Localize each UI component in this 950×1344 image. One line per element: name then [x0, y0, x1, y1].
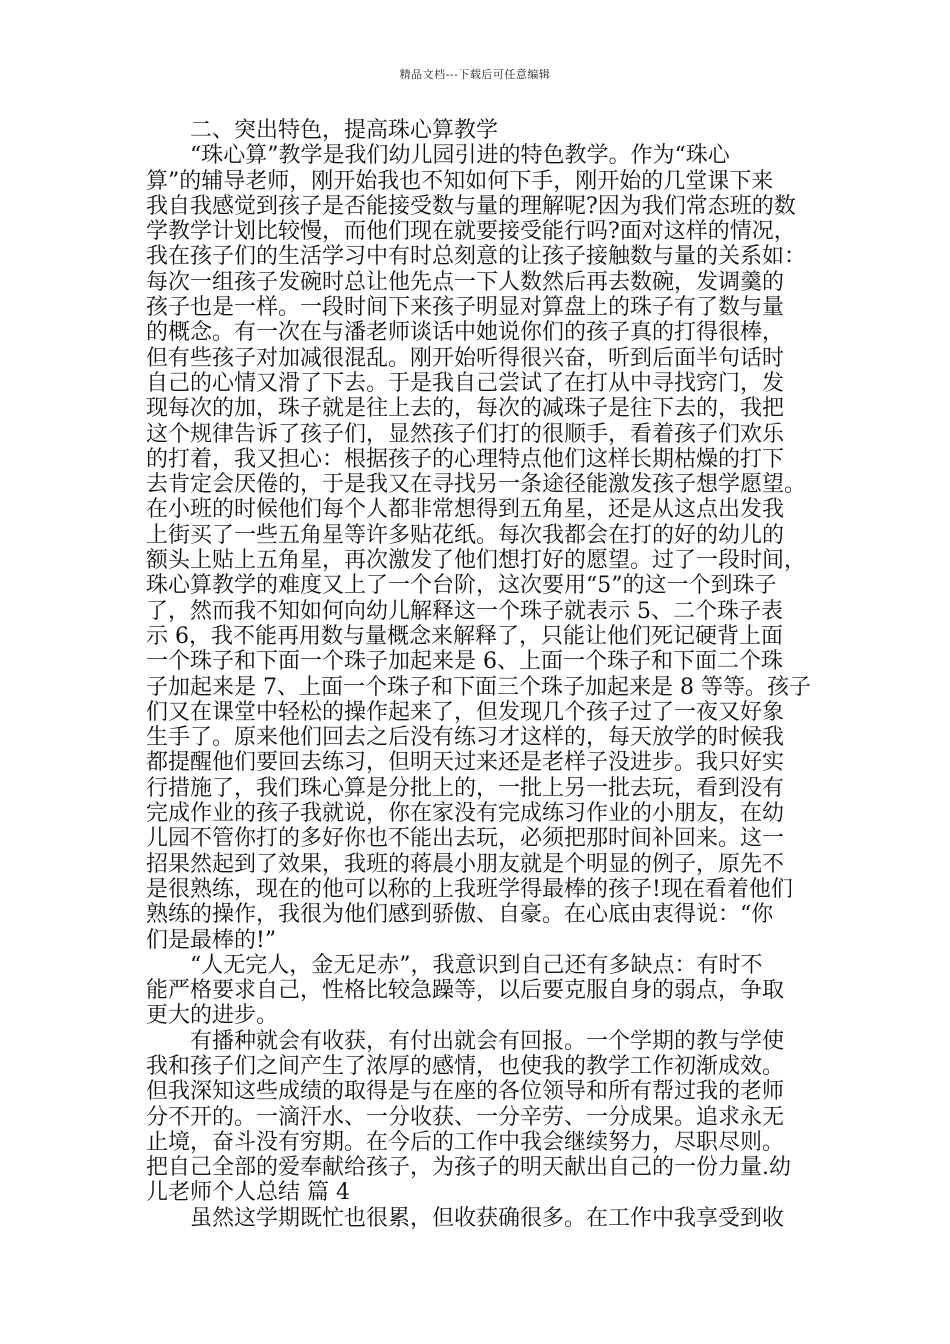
paragraph-line: “人无完人，金无足赤”，我意识到自己还有多缺点：有时不 [190, 952, 763, 978]
paragraph-line: 是很熟练，现在的他可以称的上我班学得最棒的孩子!现在看着他们 [146, 876, 793, 902]
document-body [146, 118, 822, 1231]
paragraph-line: 们是最棒的!” [146, 927, 277, 953]
paragraph-line: 招果然起到了效果，我班的蒋晨小朋友就是个明显的例子，原先不 [146, 851, 785, 877]
section-heading: 二、突出特色，提高珠心算教学 [190, 118, 499, 143]
paragraph-line: 更大的进步。 [146, 1003, 279, 1029]
paragraph-line: 这个规律告诉了孩子们，显然孩子们打的很顺手，看着孩子们欢乐 [146, 421, 785, 447]
paragraph-line: 一个珠子和下面一个珠子加起来是 6、上面一个珠子和下面二个珠 [146, 649, 783, 675]
page-header: 精品文档---下载后可任意编辑 [399, 68, 551, 81]
paragraph-line: 止境，奋斗没有穷期。在今后的工作中我会继续努力，尽职尽则。 [146, 1129, 785, 1155]
paragraph-line: 子加起来是 7、上面一个珠子和下面三个珠子加起来是 8 等等。孩子 [146, 674, 811, 700]
paragraph-line: 了，然而我不知如何向幼儿解释这一个珠子就表示 5、二个珠子表 [146, 598, 783, 624]
paragraph-line: 我自我感觉到孩子是否能接受数与量的理解呢?因为我们常态班的数 [146, 193, 796, 219]
paragraph-line: 儿园不管你打的多好你也不能出去玩，必须把那时间补回来。这一 [146, 826, 785, 852]
paragraph-line: 孩子也是一样。一段时间下来孩子明显对算盘上的珠子有了数与量 [146, 295, 785, 321]
paragraph-line: 每次一组孩子发碗时总让他先点一下人数然后再去数碗，发调羹的 [146, 269, 785, 295]
paragraph-line: 把自己全部的爱奉献给孩子，为孩子的明天献出自己的一份力量.幼 [146, 1155, 791, 1181]
paragraph-line: 上街买了一些五角星等许多贴花纸。每次我都会在打的好的幼儿的 [146, 522, 785, 548]
paragraph-line: 但有些孩子对加减很混乱。刚开始听得很兴奋，听到后面半句话时 [146, 345, 785, 371]
paragraph-line: 现每次的加，珠子就是往上去的，每次的减珠子是往下去的，我把 [146, 396, 785, 422]
paragraph-line: 虽然这学期既忙也很累，但收获确很多。在工作中我享受到收 [190, 1205, 785, 1231]
paragraph-line: 但我深知这些成绩的取得是与在座的各位领导和所有帮过我的老师 [146, 1079, 785, 1105]
paragraph-line: 完成作业的孩子我就说，你在家没有完成练习作业的小朋友，在幼 [146, 801, 785, 827]
paragraph-line: 都提醒他们要回去练习，但明天过来还是老样子没进步。我只好实 [146, 750, 785, 776]
paragraph-line: 我和孩子们之间产生了浓厚的感情，也使我的教学工作初渐成效。 [146, 1053, 785, 1079]
paragraph-line: 有播种就会有收获，有付出就会有回报。一个学期的教与学使 [190, 1028, 785, 1054]
paragraph-line: 生手了。原来他们回去之后没有练习才这样的，每天放学的时候我 [146, 725, 785, 751]
paragraph-line: 示 6，我不能再用数与量概念来解释了，只能让他们死记硬背上面 [146, 623, 783, 649]
paragraph-line: 能严格要求自己，性格比较急躁等，以后要克服自身的弱点，争取 [146, 978, 785, 1004]
paragraph-line: 算”的辅导老师，刚开始我也不知如何下手，刚开始的几堂课下来 [146, 168, 774, 194]
paragraph-line: 珠心算教学的难度又上了一个台阶，这次要用“5”的这一个到珠子 [146, 573, 777, 599]
paragraph-line: 熟练的操作，我很为他们感到骄傲、自豪。在心底由衷得说：“你 [146, 902, 774, 928]
paragraph-line: 分不开的。一滴汗水、一分收获、一分辛劳、一分成果。追求永无 [146, 1104, 785, 1130]
paragraph-line: 的打着，我又担心：根据孩子的心理特点他们这样长期枯燥的打下 [146, 446, 785, 472]
paragraph-line: “珠心算”教学是我们幼儿园引进的特色教学。作为“珠心 [190, 143, 730, 169]
paragraph-line: 我在孩子们的生活学习中有时总刻意的让孩子接触数与量的关系如： [146, 244, 807, 270]
paragraph-line: 儿老师个人总结 篇 4 [146, 1180, 350, 1206]
paragraph-line: 学教学计划比较慢，而他们现在就要接受能行吗?面对这样的情况， [146, 219, 796, 245]
paragraph-line: 额头上贴上五角星，再次激发了他们想打好的愿望。过了一段时间， [146, 548, 807, 574]
paragraph-line: 的概念。有一次在与潘老师谈话中她说你们的孩子真的打得很棒， [146, 320, 785, 346]
paragraph-line: 在小班的时候他们每个人都非常想得到五角星，还是从这点出发我 [146, 497, 785, 523]
paragraph-line: 自己的心情又滑了下去。于是我自己尝试了在打从中寻找窍门，发 [146, 370, 785, 396]
paragraph-line: 们又在课堂中轻松的操作起来了，但发现几个孩子过了一夜又好象 [146, 699, 785, 725]
paragraph-line: 行措施了，我们珠心算是分批上的，一批上另一批去玩，看到没有 [146, 775, 785, 801]
paragraph-line: 去肯定会厌倦的，于是我又在寻找另一条途径能激发孩子想学愿望。 [146, 472, 807, 498]
